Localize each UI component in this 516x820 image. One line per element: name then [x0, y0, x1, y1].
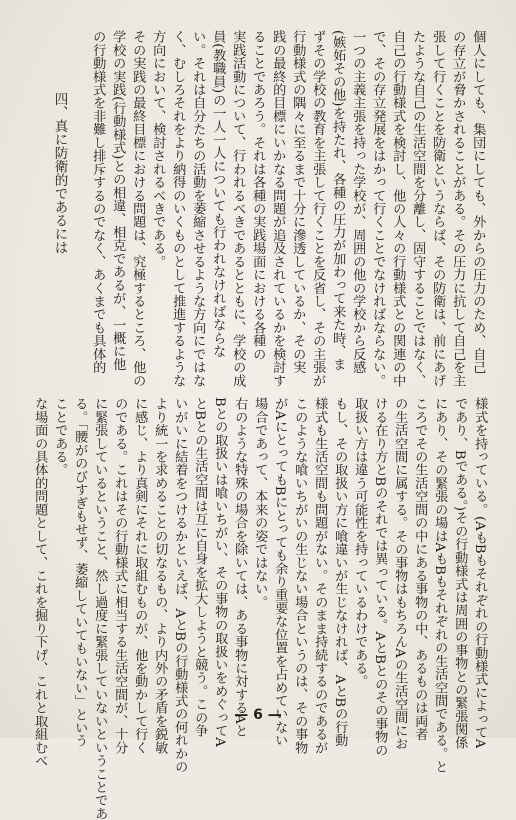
text-column: 個人にしても、集団にしても、外からの圧力のため、自己 — [470, 30, 486, 374]
text-column: 様式も生活空間も問題がない。そのまま持続するのであるが — [312, 397, 328, 754]
text-column: 自己の行動様式を検討し、他の人々の行動様式との関連の中 — [390, 30, 406, 387]
text-column: たような自己の生活空間を分離し、固守することではなく、 — [410, 30, 426, 387]
page-number: — 6 — — [234, 707, 282, 723]
text-column: ける在り方とBのそれでは異っている。AとBとのその事物の — [372, 397, 388, 757]
text-column: 右のような特殊の場合を除いては、ある事物に対するAと — [232, 397, 248, 738]
text-column: このような喰いちがいの生じない場合というのは、その事物 — [292, 397, 308, 754]
text-column: もし、その取扱い方に喰違いが生じなければ、AとBの行動 — [332, 397, 348, 747]
text-column: の行動様式を非難し排斥するのでなく、あくまでも具体的 — [90, 30, 106, 374]
text-column: な場面の具体的問題として、これを掘り下げ、これと取組むべ — [32, 397, 48, 768]
text-column: 方向において、検討されるべきである。 — [150, 30, 166, 268]
text-column: 学校の実践(行動様式)との相違、相克であるが、一概に他 — [110, 30, 126, 371]
text-column: より統一を求めることの切なるもの、より内外の矛盾を鋭敏 — [152, 397, 168, 754]
text-column: ずその学校の教育を主張して行くことを反省し、その主張が — [310, 30, 326, 387]
text-column: 場合であって、本来の姿ではない。 — [252, 397, 268, 609]
text-column: いがいに結着をつけるかといえば、AとBの行動様式の何れかの — [172, 397, 188, 774]
text-column: のである。これはその行動様式に相当する生活空間が、十分 — [112, 397, 128, 754]
text-column: 員(教職員)の一人一人についても行われなければならな — [210, 30, 226, 358]
text-column: に緊張しているということ、然し過度に緊張していないということであ — [92, 397, 108, 820]
text-column: ころでその生活空間の中にある事物の中、あるものは両者 — [412, 397, 428, 741]
text-column: がAにとってもBにとっても余り重要な位置を占めていない — [272, 397, 288, 747]
text-column: (嫉妬その他)を持たれ、各種の圧力が加わって来た時、ま — [330, 30, 346, 371]
text-column: に感じ、より真剣にそれに取組むものが、他を動かして行く — [132, 397, 148, 754]
text-column: 践の最終的目標にいかなる問題が追及されているかを検討す — [270, 30, 286, 387]
text-column: であり、Bである。)その行動様式は周囲の事物との緊張関係 — [452, 397, 468, 749]
text-column: 張して行くことを防衛というならば、その防衛は、前にあげ — [430, 30, 446, 387]
text-column: ることであろう。それは各種の実践場面における各種の — [250, 30, 266, 361]
text-column: 行動様式の隅々に至るまで十分に滲透しているか、その実 — [290, 30, 306, 374]
text-column: く、むしろそれをより納得のいくものとして推進するような — [170, 30, 186, 387]
text-column: ことである。 — [52, 397, 68, 477]
text-column: 実践活動について、行われるべきであるとともに、学校の成 — [230, 30, 246, 387]
text-column: の生活空間に属する。その事物はもちろんAの生活空間にお — [392, 397, 408, 751]
text-column: 一つの主義主張を持った学校が、周囲の他の学校から反感 — [350, 30, 366, 374]
text-column: の存立が脅かされることがある。その圧力に抗して自己を主 — [450, 30, 466, 387]
text-column: Bとの取扱いは喰いちがい、その事物の取扱いをめぐってA — [212, 397, 228, 747]
text-column: その実践の最終目標における問題は、究極するところ、他の — [130, 30, 146, 387]
text-column: とBとの生活空間は互に自身を拡大しようと競う。この争 — [192, 397, 208, 738]
section-heading: 四、真に防衛的であるには — [51, 92, 68, 254]
text-column: い。それは自分たちの活動を萎縮させるような方向にではな — [190, 30, 206, 387]
text-column: 様式を持っている。(AもBもそれぞれの行動様式によってA — [472, 397, 488, 749]
text-column: にあり、その緊張の場はAもBもそれぞれの生活空間である。と — [432, 397, 448, 774]
text-column: る。「腰がのびすぎもせず、萎縮していてもいない」という — [72, 397, 88, 748]
text-column: で、その存立発展をはかって行くことでなければならない。 — [370, 30, 386, 387]
text-column: 取扱い方は違う可能性を持っているわけである。 — [352, 397, 368, 688]
